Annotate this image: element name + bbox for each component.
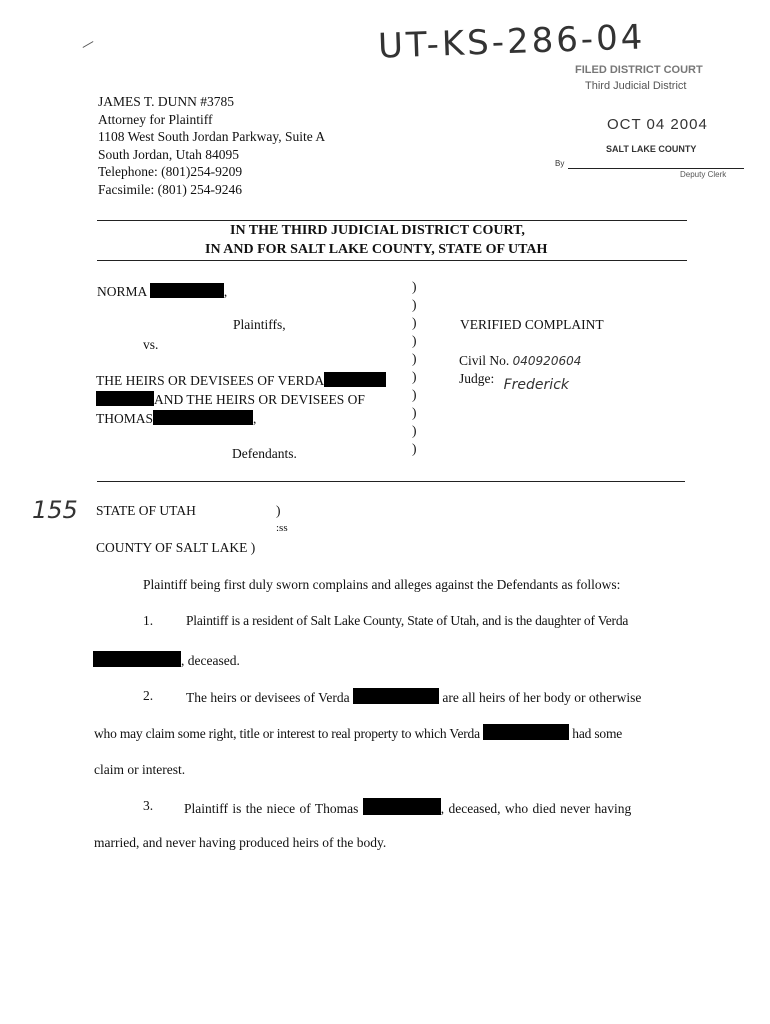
- caption-paren: ): [412, 333, 417, 348]
- paragraph-1-line1: Plaintiff is a resident of Salt Lake County, State of Utah, and is the daughter of Verda: [186, 613, 629, 628]
- defendant-label: Defendants.: [232, 446, 297, 461]
- judge-row: [459, 371, 569, 393]
- redaction-block: [153, 410, 253, 425]
- caption-paren: ): [412, 279, 417, 294]
- paragraph-2-line2a: who may claim some right, title or interest to real property to which Verda: [94, 726, 480, 741]
- court-heading-line1: IN THE THIRD JUDICIAL DISTRICT COURT,: [230, 223, 525, 238]
- paragraph-2-number: 2.: [143, 688, 154, 703]
- paragraph-3-line2: married, and never having produced heirs of the body.: [94, 835, 387, 850]
- redaction-block: [324, 372, 386, 387]
- versus-label: vs.: [143, 337, 159, 352]
- filing-stamp-clerk-label: Deputy Clerk: [680, 170, 727, 179]
- caption-paren: ): [412, 441, 417, 456]
- plaintiff-first-name: NORMA: [97, 284, 147, 299]
- paragraph-1-line2-text: , deceased.: [181, 653, 240, 668]
- defendant-line2: [96, 391, 365, 408]
- margin-handwritten-number: 155: [32, 496, 78, 524]
- judge-label: Judge:: [459, 371, 495, 386]
- paragraph-2-line1b: are all heirs of her body or otherwise: [442, 690, 642, 705]
- plaintiff-name: [97, 283, 227, 300]
- attorney-address-line2: South Jordan, Utah 84095: [98, 146, 239, 162]
- civil-number-row: [459, 353, 581, 369]
- paragraph-1-number: 1.: [143, 613, 154, 628]
- defendant-line2-text: AND THE HEIRS OR DEVISEES OF: [154, 392, 365, 407]
- plaintiff-label: Plaintiffs,: [233, 317, 286, 332]
- complaint-intro: Plaintiff being first duly sworn complains and alleges against the Defendants as follows:: [143, 577, 621, 592]
- attorney-block: [98, 93, 325, 198]
- civil-number-label: Civil No.: [459, 353, 510, 368]
- comma: ,: [223, 284, 228, 299]
- judge-handwritten: Frederick: [503, 377, 569, 393]
- attorney-facsimile: Facsimile: (801) 254-9246: [98, 181, 242, 197]
- caption-paren: ): [412, 405, 417, 420]
- caption-paren: ): [412, 351, 417, 366]
- caption-paren: ): [412, 369, 417, 384]
- paragraph-2-line2b: had some: [572, 726, 623, 741]
- court-header-top-rule: [97, 220, 687, 221]
- redaction-block: [150, 283, 224, 298]
- paragraph-3-line1a: Plaintiff is the niece of Thomas: [184, 801, 359, 816]
- filing-stamp-district: Third Judicial District: [585, 80, 687, 92]
- paragraph-2-line1a: The heirs or devisees of Verda: [186, 690, 350, 705]
- venue-ss: :ss: [276, 522, 288, 534]
- redaction-block: [353, 688, 439, 704]
- venue-county: COUNTY OF SALT LAKE ): [96, 540, 256, 555]
- attorney-address-line1: 1108 West South Jordan Parkway, Suite A: [98, 129, 326, 144]
- attorney-name: JAMES T. DUNN #3785: [98, 94, 235, 109]
- attorney-telephone: Telephone: (801)254-9209: [98, 164, 243, 179]
- caption-paren: ): [412, 423, 417, 438]
- scan-mark: [83, 41, 94, 48]
- venue-state: STATE OF UTAH: [96, 503, 196, 518]
- filing-stamp-signature-line: [568, 168, 744, 169]
- redaction-block: [96, 391, 154, 406]
- filing-stamp-date: OCT 04 2004: [607, 116, 708, 133]
- paragraph-3-line1b: , deceased, who died never having: [440, 801, 632, 816]
- defendant-line3-text: THOMAS: [96, 411, 154, 426]
- document-title: VERIFIED COMPLAINT: [460, 317, 604, 332]
- defendant-line1: [96, 372, 386, 389]
- court-heading-line2: IN AND FOR SALT LAKE COUNTY, STATE OF UTAH: [205, 242, 548, 257]
- paragraph-2-line1: [186, 688, 641, 706]
- attorney-role: Attorney for Plaintiff: [98, 111, 213, 127]
- paragraph-3-line1: [184, 798, 631, 817]
- handwritten-case-number: UT-KS-286-04: [377, 17, 647, 67]
- court-header-bottom-rule: [97, 260, 687, 261]
- paragraph-2-line3: claim or interest.: [94, 762, 186, 777]
- filing-stamp-county: SALT LAKE COUNTY: [606, 144, 697, 154]
- defendant-line3: [96, 410, 256, 427]
- redaction-block: [363, 798, 441, 815]
- defendant-line1-text: THE HEIRS OR DEVISEES OF VERDA: [96, 373, 325, 388]
- filing-stamp-title: FILED DISTRICT COURT: [575, 64, 703, 76]
- caption-paren: ): [412, 387, 417, 402]
- paragraph-3-number: 3.: [143, 798, 154, 813]
- venue-paren: ): [276, 503, 281, 518]
- redaction-block: [483, 724, 569, 740]
- comma: ,: [253, 411, 257, 426]
- caption-bottom-rule: [97, 481, 685, 482]
- caption-paren: ): [412, 315, 417, 330]
- paragraph-2-line2: [94, 724, 622, 742]
- civil-number-handwritten: 040920604: [512, 354, 582, 368]
- paragraph-1-line2: [93, 651, 240, 669]
- filing-stamp-by-label: By: [555, 159, 565, 168]
- redaction-block: [93, 651, 181, 667]
- caption-paren: ): [412, 297, 417, 312]
